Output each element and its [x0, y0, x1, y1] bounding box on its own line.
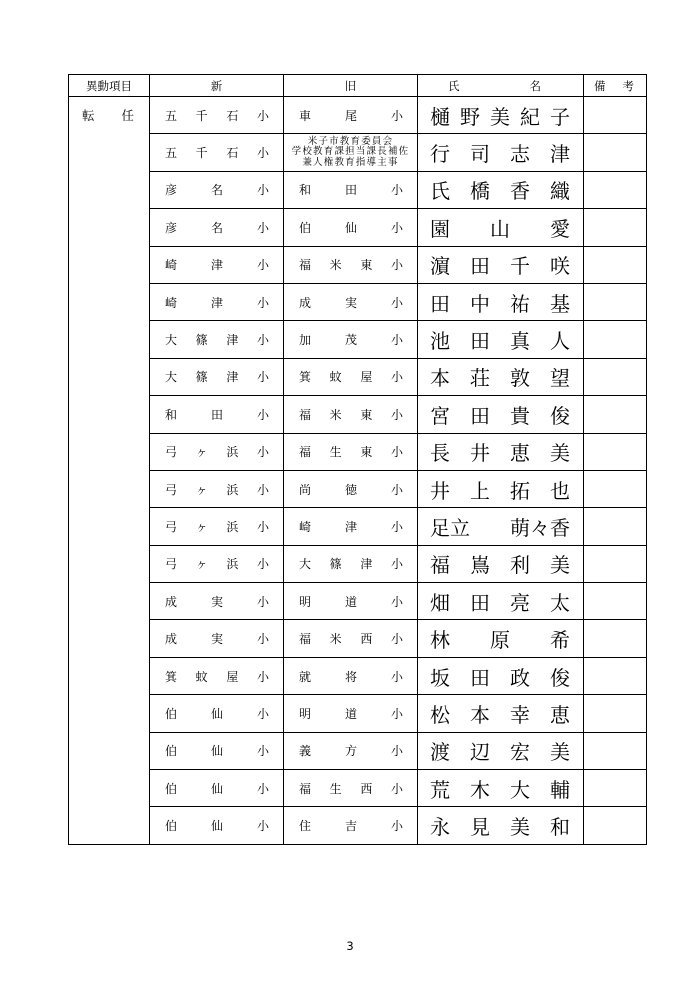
- note-cell: [584, 583, 647, 620]
- new-school-cell: 弓 ヶ 浜 小: [150, 470, 284, 507]
- header-name: 氏 名: [418, 75, 584, 97]
- note-cell: [584, 770, 647, 807]
- person-name-cell: 宮 田 貴 俊: [418, 396, 584, 433]
- note-cell: [584, 97, 647, 134]
- new-school-cell: 成 実 小: [150, 583, 284, 620]
- old-school-cell: 義 方 小: [284, 732, 418, 769]
- old-school-cell: 明 道 小: [284, 583, 418, 620]
- new-school-cell: 弓 ヶ 浜 小: [150, 545, 284, 582]
- person-name-cell: 樋 野 美 紀 子: [418, 97, 584, 134]
- new-school-cell: 崎 津 小: [150, 246, 284, 283]
- old-school-cell: 崎 津 小: [284, 508, 418, 545]
- page-number: 3: [346, 939, 354, 953]
- table-row: [69, 620, 647, 657]
- table-row: [69, 807, 647, 844]
- old-school-cell: 箕 蚊 屋 小: [284, 358, 418, 395]
- table-row: [69, 283, 647, 320]
- person-name-cell: 井 上 拓 也: [418, 470, 584, 507]
- old-school-cell: 伯 仙 小: [284, 209, 418, 246]
- person-name-cell: 畑 田 亮 太: [418, 583, 584, 620]
- old-school-cell: 福 米 西 小: [284, 620, 418, 657]
- new-school-cell: 崎 津 小: [150, 283, 284, 320]
- person-name-cell: 行 司 志 津: [418, 134, 584, 171]
- note-cell: [584, 283, 647, 320]
- person-name-cell: 渡 辺 宏 美: [418, 732, 584, 769]
- person-name-cell: 田 中 祐 基: [418, 283, 584, 320]
- table-row: [69, 545, 647, 582]
- new-school-cell: 大 篠 津 小: [150, 321, 284, 358]
- old-school-cell: 福 米 東 小: [284, 396, 418, 433]
- old-school-cell: 尚 徳 小: [284, 470, 418, 507]
- old-school-cell: 成 実 小: [284, 283, 418, 320]
- new-school-cell: 彦 名 小: [150, 171, 284, 208]
- table-row: [69, 321, 647, 358]
- personnel-transfer-table: [68, 74, 647, 845]
- note-cell: [584, 807, 647, 844]
- old-school-cell: 福 米 東 小: [284, 246, 418, 283]
- table-row: [69, 583, 647, 620]
- person-name-cell: 本 荘 敦 望: [418, 358, 584, 395]
- person-name-cell: 園 山 愛: [418, 209, 584, 246]
- old-school-cell: 就 将 小: [284, 657, 418, 694]
- person-name-cell: 林 原 希: [418, 620, 584, 657]
- person-name-cell: 松 本 幸 恵: [418, 695, 584, 732]
- new-school-cell: 大 篠 津 小: [150, 358, 284, 395]
- note-cell: [584, 396, 647, 433]
- new-school-cell: 成 実 小: [150, 620, 284, 657]
- header-new: 新: [150, 75, 284, 97]
- note-cell: [584, 433, 647, 470]
- person-name-cell: 永 見 美 和: [418, 807, 584, 844]
- note-cell: [584, 470, 647, 507]
- header-note: 備 考: [584, 75, 647, 97]
- note-cell: [584, 545, 647, 582]
- old-school-cell: 加 茂 小: [284, 321, 418, 358]
- table-row: [69, 209, 647, 246]
- table-row: [69, 508, 647, 545]
- old-school-cell: 和 田 小: [284, 171, 418, 208]
- old-school-cell: 住 吉 小: [284, 807, 418, 844]
- table-row: [69, 396, 647, 433]
- note-cell: [584, 620, 647, 657]
- person-name-cell: 長 井 恵 美: [418, 433, 584, 470]
- old-school-cell: 明 道 小: [284, 695, 418, 732]
- note-cell: [584, 732, 647, 769]
- new-school-cell: 弓 ヶ 浜 小: [150, 433, 284, 470]
- table-row: [69, 171, 647, 208]
- person-name-cell: 福 嶌 利 美: [418, 545, 584, 582]
- new-school-cell: 伯 仙 小: [150, 695, 284, 732]
- note-cell: [584, 171, 647, 208]
- old-school-cell: 車 尾 小: [284, 97, 418, 134]
- note-cell: [584, 209, 647, 246]
- table-row: [69, 134, 647, 171]
- new-school-cell: 箕 蚊 屋 小: [150, 657, 284, 694]
- new-school-cell: 五 千 石 小: [150, 97, 284, 134]
- person-name-cell: 荒 木 大 輔: [418, 770, 584, 807]
- category-cell: 転 任: [69, 97, 150, 845]
- new-school-cell: 和 田 小: [150, 396, 284, 433]
- person-name-cell: 坂 田 政 俊: [418, 657, 584, 694]
- new-school-cell: 彦 名 小: [150, 209, 284, 246]
- person-name-cell: 足立 萌々香: [418, 508, 584, 545]
- new-school-cell: 弓 ヶ 浜 小: [150, 508, 284, 545]
- note-cell: [584, 508, 647, 545]
- person-name-cell: 池 田 真 人: [418, 321, 584, 358]
- old-school-cell: 福 生 西 小: [284, 770, 418, 807]
- note-cell: [584, 321, 647, 358]
- table-row: [69, 358, 647, 395]
- old-position-cell: 米子市教育委員会 学校教育課担当課長補佐 兼人権教育指導主事: [284, 134, 418, 171]
- old-school-cell: 大 篠 津 小: [284, 545, 418, 582]
- note-cell: [584, 695, 647, 732]
- header-old: 旧: [284, 75, 418, 97]
- new-school-cell: 伯 仙 小: [150, 770, 284, 807]
- table-row: [69, 695, 647, 732]
- person-name-cell: 氏 橋 香 織: [418, 171, 584, 208]
- table-row: [69, 97, 647, 134]
- table-row: [69, 657, 647, 694]
- person-name-cell: 濵 田 千 咲: [418, 246, 584, 283]
- table-row: [69, 732, 647, 769]
- new-school-cell: 伯 仙 小: [150, 807, 284, 844]
- note-cell: [584, 657, 647, 694]
- table-row: [69, 470, 647, 507]
- new-school-cell: 伯 仙 小: [150, 732, 284, 769]
- note-cell: [584, 358, 647, 395]
- table-body: [69, 97, 647, 845]
- old-school-cell: 福 生 東 小: [284, 433, 418, 470]
- note-cell: [584, 134, 647, 171]
- table-row: [69, 246, 647, 283]
- table-row: [69, 433, 647, 470]
- new-school-cell: 五 千 石 小: [150, 134, 284, 171]
- note-cell: [584, 246, 647, 283]
- header-row: [69, 75, 647, 97]
- header-category: 異動項目: [69, 75, 150, 97]
- table-row: [69, 770, 647, 807]
